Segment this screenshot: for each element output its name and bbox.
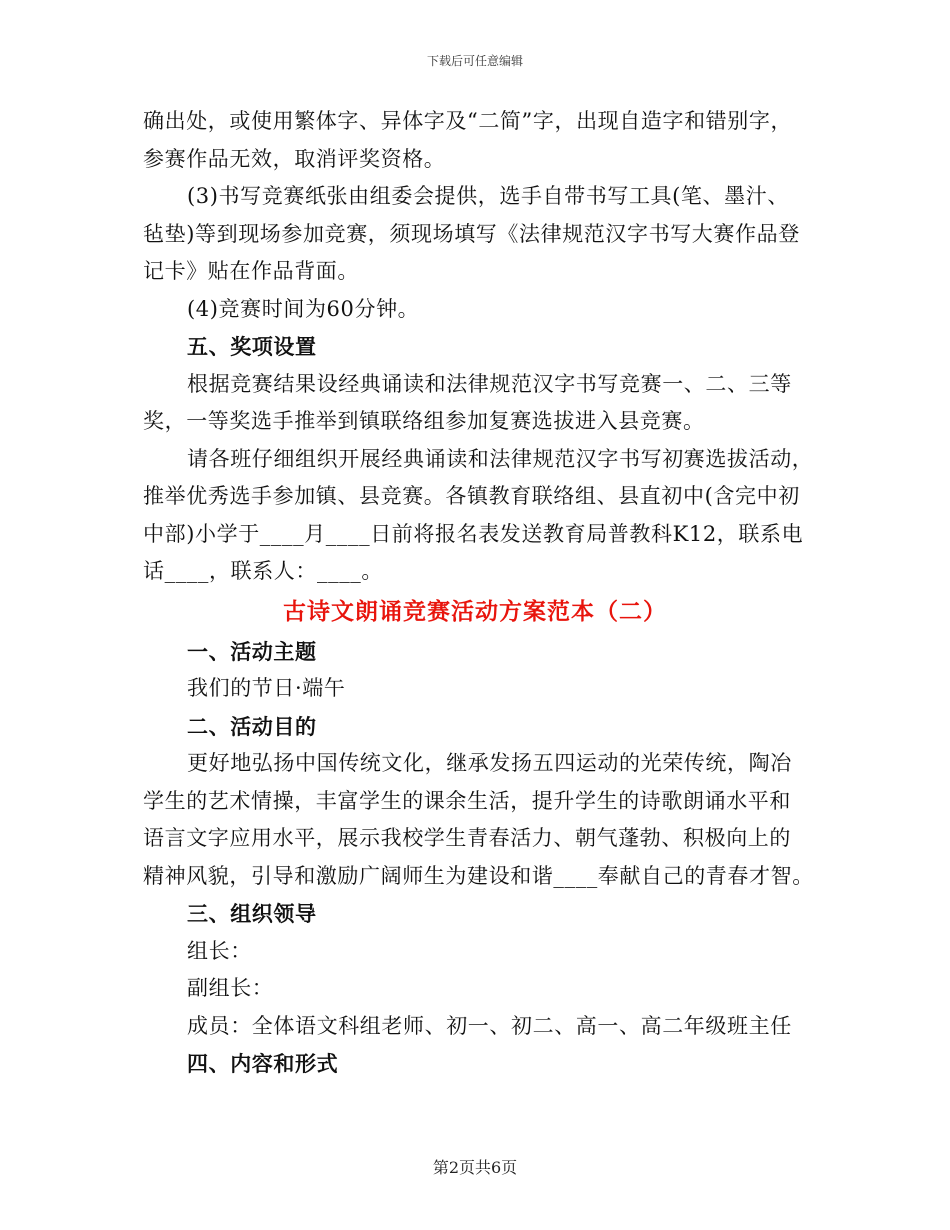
header-note: 下载后可任意编辑 (426, 54, 523, 68)
paragraph-line: 记卡》贴在作品背面。 (143, 259, 359, 283)
page-number: 第2页共6页 (432, 1158, 518, 1177)
paragraph-line: 奖，一等奖选手推举到镇联络组参加复赛选拔进入县竞赛。 (143, 409, 705, 433)
document-title: 古诗文朗诵竞赛活动方案范本（二） (283, 597, 667, 625)
paragraph-line: (3)书写竞赛纸张由组委会提供，选手自带书写工具(笔、墨汁、 (187, 184, 789, 208)
paragraph-line: 更好地弘扬中国传统文化，继承发扬五四运动的光荣传统，陶冶 (187, 751, 792, 775)
paragraph-line: 成员：全体语文科组老师、初一、初二、高一、高二年级班主任 (187, 1013, 792, 1038)
paragraph-line: 学生的艺术情操，丰富学生的课余生活，提升学生的诗歌朗诵水平和 (143, 788, 791, 813)
paragraph-line: 精神风貌，引导和激励广阔师生为建设和谐____奉献自己的青春才智。 (143, 863, 814, 888)
paragraph-line: 组长： (187, 938, 252, 963)
section-heading: 一、活动主题 (187, 638, 317, 664)
paragraph-line: 话____，联系人：____。 (143, 559, 383, 583)
paragraph-line: 根据竞赛结果设经典诵读和法律规范汉字书写竞赛一、二、三等 (187, 371, 792, 396)
paragraph-line: 毡垫)等到现场参加竞赛，须现场填写《法律规范汉字书写大赛作品登 (143, 221, 800, 246)
paragraph-line: 副组长： (187, 976, 274, 1000)
document-body (143, 103, 814, 1083)
section-heading: 五、奖项设置 (187, 334, 317, 359)
paragraph-line: 语言文字应用水平，展示我校学生青春活力、朝气蓬勃、积极向上的 (143, 826, 791, 850)
section-heading: 三、组织领导 (187, 901, 317, 926)
paragraph-line: 确出处，或使用繁体字、异体字及“二简”字，出现自造字和错别字， (143, 109, 793, 133)
paragraph-line: 请各班仔细组织开展经典诵读和法律规范汉字书写初赛选拔活动， (187, 446, 814, 471)
paragraph-line: 我们的节日·端午 (187, 676, 346, 700)
paragraph-line: 推举优秀选手参加镇、县竞赛。各镇教育联络组、县直初中(含完中初 (143, 484, 800, 508)
paragraph-line: 中部)小学于____月____日前将报名表发送教育局普教科K12，联系电 (143, 521, 804, 546)
paragraph-line: 参赛作品无效，取消评奖资格。 (143, 146, 446, 171)
section-heading: 二、活动目的 (187, 713, 317, 739)
paragraph-line: (4)竞赛时间为60分钟。 (187, 296, 420, 321)
section-heading: 四、内容和形式 (187, 1051, 339, 1076)
